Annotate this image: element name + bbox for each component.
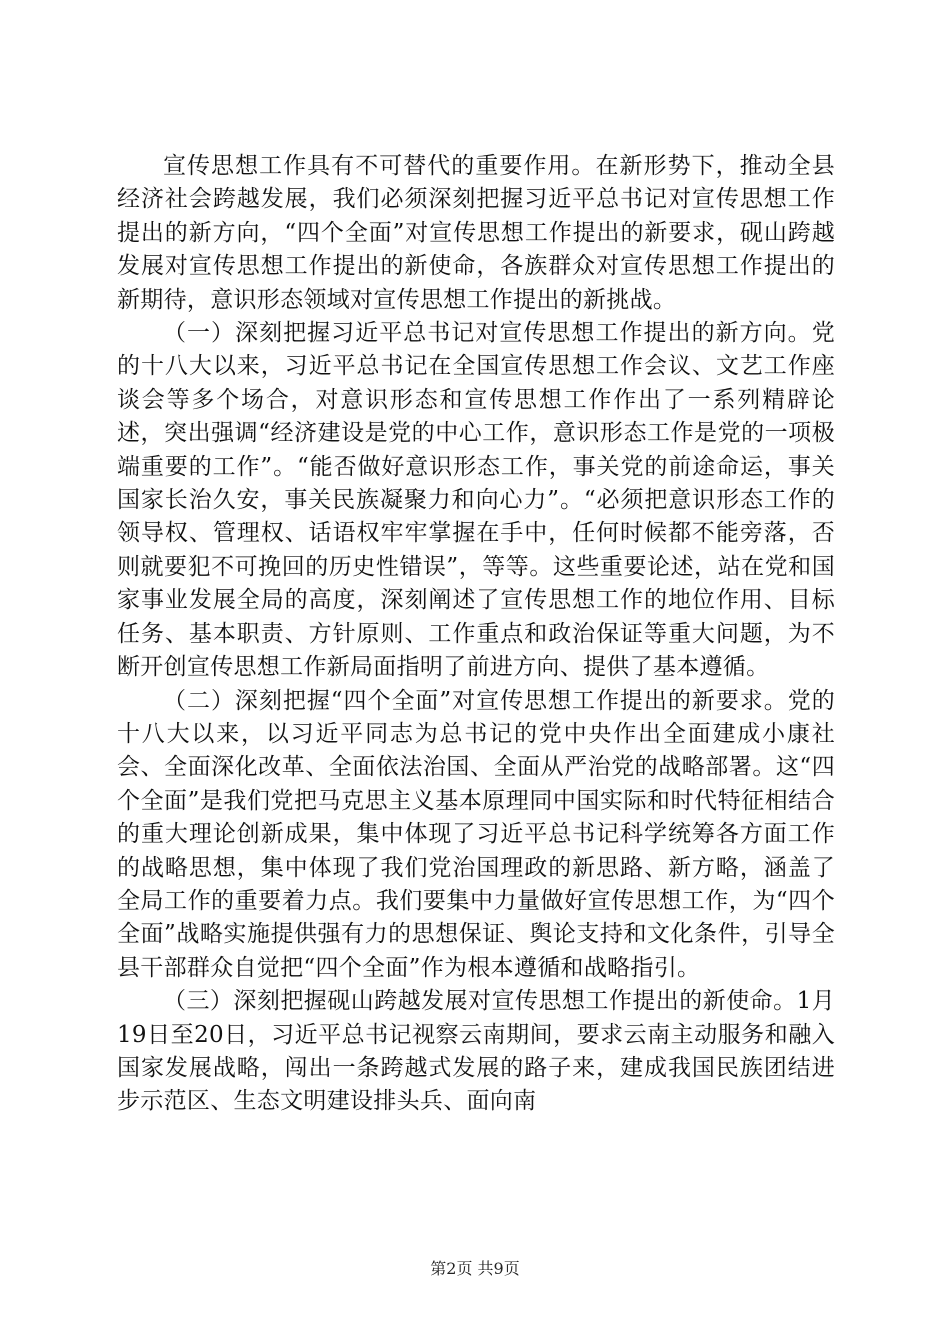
page-footer: 第2页 共9页 xyxy=(430,1259,520,1278)
paragraph-section-3: （三）深刻把握砚山跨越发展对宣传思想工作提出的新使命。1月19日至20日，习近平总书记视察云南期间，要求云南主动服务和融入国家发展战略，闯出一条跨越式发展的路子来，建成我国民族团结进步示范区、生态文明建设排头兵、面向南 xyxy=(117,988,835,1115)
paragraph-section-1: （一）深刻把握习近平总书记对宣传思想工作提出的新方向。党的十八大以来，习近平总书记在全国宣传思想工作会议、文艺工作座谈会等多个场合，对意识形态和宣传思想工作作出了一系列精辟论述，突出强调“经济建设是党的中心工作，意识形态工作是党的一项极端重要的工作”。“能否做好意识形态工作，事关党的前途命运，事关国家长治久安，事关民族凝聚力和向心力”。“必须把意识形态工作的领导权、管理权、话语权牢牢掌握在手中，任何时候都不能旁落，否则就要犯不可挽回的历史性错误”，等等。这些重要论述，站在党和国家事业发展全局的高度，深刻阐述了宣传思想工作的地位作用、目标任务、基本职责、方针原则、工作重点和政治保证等重大问题，为不断开创宣传思想工作新局面指明了前进方向、提供了基本遵循。 xyxy=(117,320,835,681)
document-body xyxy=(117,150,835,1119)
paragraph-intro: 宣传思想工作具有不可替代的重要作用。在新形势下，推动全县经济社会跨越发展，我们必须深刻把握习近平总书记对宣传思想工作提出的新方向，“四个全面”对宣传思想工作提出的新要求，砚山跨越发展对宣传思想工作提出的新使命，各族群众对宣传思想工作提出的新期待，意识形态领域对宣传思想工作提出的新挑战。 xyxy=(117,153,835,313)
paragraph-section-2: （二）深刻把握“四个全面”对宣传思想工作提出的新要求。党的十八大以来，以习近平同志为总书记的党中央作出全面建成小康社会、全面深化改革、全面依法治国、全面从严治党的战略部署。这“四个全面”是我们党把马克思主义基本原理同中国实际和时代特征相结合的重大理论创新成果，集中体现了习近平总书记科学统筹各方面工作的战略思想，集中体现了我们党治国理政的新思路、新方略，涵盖了全局工作的重要着力点。我们要集中力量做好宣传思想工作，为“四个全面”战略实施提供强有力的思想保证、舆论支持和文化条件，引导全县干部群众自觉把“四个全面”作为根本遵循和战略指引。 xyxy=(117,687,835,981)
